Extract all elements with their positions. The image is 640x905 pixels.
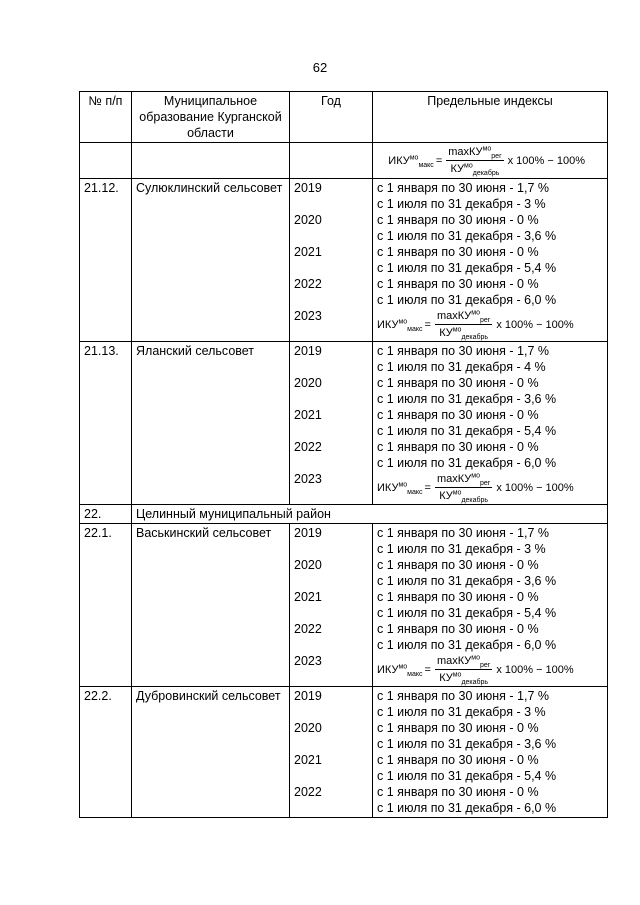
- row-municipality: Яланский сельсовет: [132, 342, 290, 505]
- formula-tail: x 100% − 100%: [507, 154, 585, 167]
- formula-fraction: [446, 144, 503, 177]
- year-label: 2021: [294, 245, 322, 259]
- formula-numerator: [435, 471, 492, 488]
- index-line: с 1 января по 30 июня - 1,7 %: [377, 181, 549, 195]
- row-years: [290, 342, 373, 505]
- formula-equals: =: [424, 318, 431, 331]
- formula-lhs-sup: мо: [409, 153, 419, 161]
- year-label: 2021: [294, 753, 322, 767]
- formula-expression: [388, 144, 585, 177]
- table-row: [80, 524, 608, 687]
- header-municipality: Муниципальное образование Курганской области: [132, 92, 290, 143]
- formula-lhs-sup: мо: [398, 317, 408, 325]
- year-label: 2020: [294, 376, 322, 390]
- table-row: [80, 342, 608, 505]
- year-label: 2020: [294, 213, 322, 227]
- row-years: [290, 524, 373, 687]
- formula-fraction: [435, 653, 492, 686]
- formula-tail: x 100% − 100%: [496, 481, 574, 494]
- index-line: с 1 января по 30 июня - 0 %: [377, 440, 539, 454]
- formula-den-text: КУ: [439, 490, 453, 502]
- index-line: с 1 января по 30 июня - 0 %: [377, 721, 539, 735]
- year-label: 2023: [294, 654, 322, 668]
- index-line: с 1 января по 30 июня - 1,7 %: [377, 689, 549, 703]
- formula-num-sup: мо: [471, 654, 480, 662]
- index-line: с 1 января по 30 июня - 0 %: [377, 590, 539, 604]
- index-line: с 1 июля по 31 декабря - 5,4 %: [377, 606, 557, 620]
- formula-num-sup: мо: [482, 145, 492, 153]
- row-num: 22.2.: [80, 687, 132, 818]
- empty-cell: [132, 143, 290, 179]
- index-line: с 1 июля по 31 декабря - 5,4 %: [377, 261, 557, 275]
- row-municipality: Сулюклинский сельсовет: [132, 179, 290, 342]
- index-line: с 1 января по 30 июня - 0 %: [377, 376, 539, 390]
- district-name: Целинный муниципальный район: [132, 505, 608, 524]
- year-label: 2022: [294, 785, 322, 799]
- formula-lhs-group: [377, 317, 423, 333]
- index-line: с 1 июля по 31 декабря - 3,6 %: [377, 737, 557, 751]
- row-num: 22.1.: [80, 524, 132, 687]
- index-line: с 1 июля по 31 декабря - 3,6 %: [377, 574, 557, 588]
- row-indices: [373, 524, 608, 687]
- row-indices: [373, 179, 608, 342]
- formula-denominator: [437, 670, 490, 686]
- empty-cell: [290, 143, 373, 179]
- formula-equals: =: [435, 154, 443, 167]
- formula-cell: [373, 143, 608, 179]
- row-municipality: Дубровинский сельсовет: [132, 687, 290, 818]
- formula-lhs: ИКУ: [388, 154, 410, 167]
- year-label: 2023: [294, 472, 322, 486]
- formula-lhs: ИКУ: [377, 481, 399, 494]
- formula-line: [377, 653, 603, 685]
- district-num: 22.: [80, 505, 132, 524]
- index-line: с 1 января по 30 июня - 1,7 %: [377, 526, 549, 540]
- formula-lhs-sub: макс: [407, 670, 423, 678]
- index-line: с 1 января по 30 июня - 0 %: [377, 622, 539, 636]
- index-line: с 1 июля по 31 декабря - 5,4 %: [377, 424, 557, 438]
- formula-num-text: maxКУ: [448, 146, 483, 158]
- index-line: с 1 января по 30 июня - 0 %: [377, 408, 539, 422]
- header-num: № п/п: [80, 92, 132, 143]
- index-line: с 1 июля по 31 декабря - 6,0 %: [377, 456, 557, 470]
- formula-lhs-group: [377, 480, 423, 496]
- header-indices: Предельные индексы: [373, 92, 608, 143]
- index-line: с 1 января по 30 июня - 0 %: [377, 785, 539, 799]
- index-line: с 1 января по 30 июня - 1,7 %: [377, 344, 549, 358]
- formula-lhs-group: [388, 153, 434, 169]
- formula-den-sub: декабрь: [461, 679, 489, 687]
- row-years: [290, 179, 373, 342]
- formula-den-sub: декабрь: [461, 334, 489, 342]
- index-line: с 1 января по 30 июня - 0 %: [377, 277, 539, 291]
- formula-den-sub: декабрь: [461, 497, 489, 505]
- year-label: 2020: [294, 721, 322, 735]
- row-years: [290, 687, 373, 818]
- index-line: с 1 июля по 31 декабря - 6,0 %: [377, 638, 557, 652]
- formula-lhs: ИКУ: [377, 663, 399, 676]
- row-indices: [373, 342, 608, 505]
- index-table: [79, 91, 608, 818]
- year-label: 2022: [294, 622, 322, 636]
- formula-expression: [377, 471, 574, 504]
- index-line: с 1 января по 30 июня - 0 %: [377, 245, 539, 259]
- year-label: 2019: [294, 344, 322, 358]
- index-line: с 1 июля по 31 декабря - 3 %: [377, 542, 546, 556]
- formula-lhs-sub: макс: [407, 488, 423, 496]
- index-line: с 1 января по 30 июня - 0 %: [377, 558, 539, 572]
- year-label: 2022: [294, 440, 322, 454]
- index-line: с 1 июля по 31 декабря - 3 %: [377, 197, 546, 211]
- formula-lhs: ИКУ: [377, 318, 399, 331]
- table-row: [80, 179, 608, 342]
- formula-expression: [377, 308, 574, 341]
- formula-line: [377, 308, 603, 340]
- formula-line: [377, 471, 603, 503]
- formula-equals: =: [424, 481, 431, 494]
- index-line: с 1 июля по 31 декабря - 6,0 %: [377, 293, 557, 307]
- formula-lhs-sub: макс: [407, 325, 423, 333]
- year-label: 2019: [294, 181, 322, 195]
- formula-expression: [377, 653, 574, 686]
- formula-num-sub: рег: [479, 317, 491, 325]
- row-num: 21.13.: [80, 342, 132, 505]
- formula-fraction: [435, 471, 492, 504]
- page-number: 62: [312, 60, 328, 75]
- formula-num-text: maxКУ: [436, 655, 472, 667]
- year-label: 2021: [294, 590, 322, 604]
- formula-denominator: [437, 488, 490, 504]
- district-row: [80, 505, 608, 524]
- formula-numerator: [446, 144, 503, 161]
- formula-fraction: [435, 308, 492, 341]
- year-label: 2022: [294, 277, 322, 291]
- table-row: [80, 687, 608, 818]
- empty-cell: [80, 143, 132, 179]
- formula-row: [80, 143, 608, 179]
- formula-den-text: КУ: [450, 163, 465, 175]
- year-label: 2019: [294, 689, 322, 703]
- formula-num-sub: рег: [491, 153, 502, 161]
- formula-numerator: [435, 308, 492, 325]
- formula-den-sub: декабрь: [472, 170, 500, 178]
- formula-den-text: КУ: [439, 672, 453, 684]
- formula-lhs-group: [377, 662, 423, 678]
- header-year: Год: [290, 92, 373, 143]
- formula-tail: x 100% − 100%: [496, 318, 574, 331]
- formula-den-sup: мо: [452, 489, 462, 497]
- formula-den-sup: мо: [452, 326, 462, 334]
- formula: [377, 144, 585, 177]
- index-line: с 1 июля по 31 декабря - 5,4 %: [377, 769, 557, 783]
- formula-lhs-sub: макс: [418, 161, 434, 169]
- formula-num-text: maxКУ: [436, 310, 472, 322]
- year-label: 2020: [294, 558, 322, 572]
- index-line: с 1 июля по 31 декабря - 3,6 %: [377, 392, 557, 406]
- formula-numerator: [435, 653, 492, 670]
- year-label: 2021: [294, 408, 322, 422]
- index-line: с 1 января по 30 июня - 0 %: [377, 213, 539, 227]
- formula-denominator: [448, 161, 501, 177]
- formula-lhs-sup: мо: [398, 480, 408, 488]
- year-label: 2023: [294, 309, 322, 323]
- formula-num-sup: мо: [471, 309, 480, 317]
- index-line: с 1 января по 30 июня - 0 %: [377, 753, 539, 767]
- formula-lhs-sup: мо: [398, 662, 408, 670]
- index-line: с 1 июля по 31 декабря - 3,6 %: [377, 229, 557, 243]
- formula-den-text: КУ: [439, 327, 453, 339]
- year-label: 2019: [294, 526, 322, 540]
- formula-num-sub: рег: [479, 480, 491, 488]
- formula-tail: x 100% − 100%: [496, 663, 574, 676]
- formula-num-sub: рег: [479, 662, 491, 670]
- row-num: 21.12.: [80, 179, 132, 342]
- row-municipality: Васькинский сельсовет: [132, 524, 290, 687]
- formula-num-sup: мо: [471, 472, 480, 480]
- header-row: [80, 92, 608, 143]
- formula-equals: =: [424, 663, 431, 676]
- formula-num-text: maxКУ: [436, 473, 472, 485]
- formula-den-sup: мо: [464, 162, 473, 170]
- row-indices: [373, 687, 608, 818]
- index-line: с 1 июля по 31 декабря - 4 %: [377, 360, 546, 374]
- index-line: с 1 июля по 31 декабря - 6,0 %: [377, 801, 557, 815]
- index-line: с 1 июля по 31 декабря - 3 %: [377, 705, 546, 719]
- formula-denominator: [437, 325, 490, 341]
- formula-den-sup: мо: [452, 671, 462, 679]
